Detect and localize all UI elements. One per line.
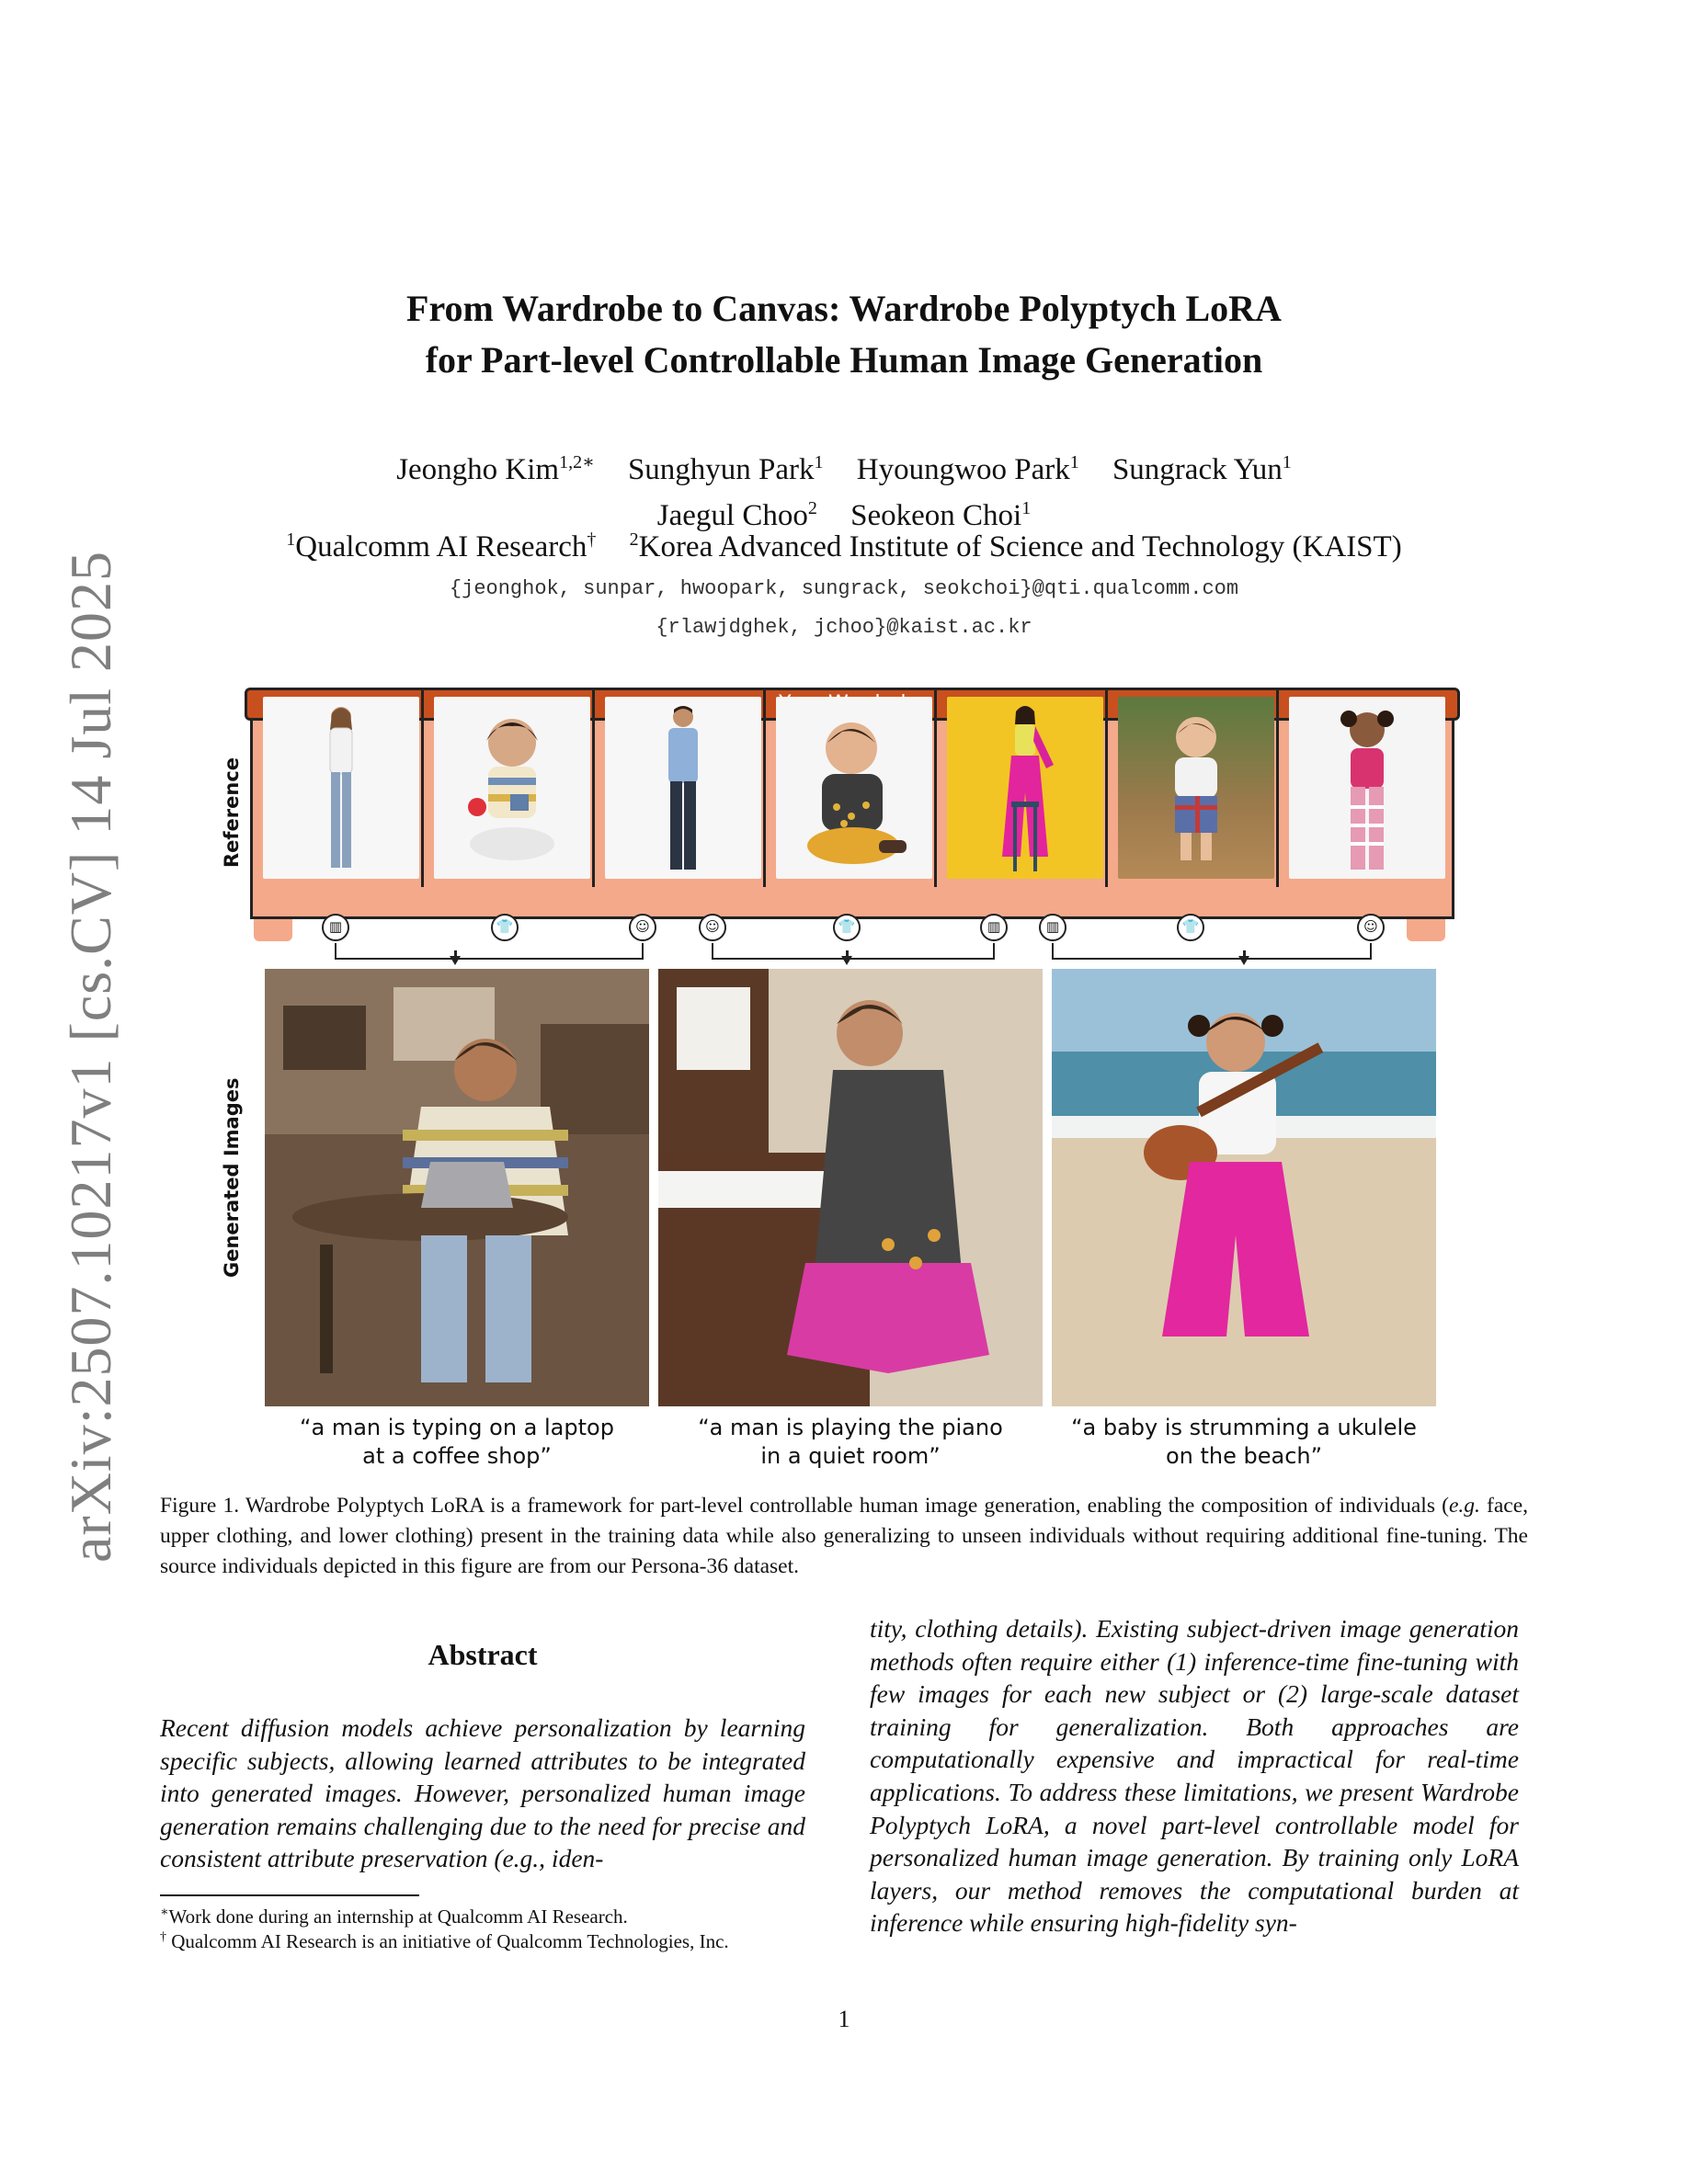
lower-clothing-icon: ▥ [322, 914, 349, 941]
person-figure [794, 715, 914, 871]
affil-sup: 1 [286, 529, 296, 550]
generated-image-piano [658, 969, 1043, 1406]
reference-image-baby-dots [776, 697, 932, 879]
author-name: Sunghyun Park [627, 453, 815, 486]
generated-caption-1 [265, 1414, 649, 1471]
affil-mark: † [587, 529, 597, 550]
wardrobe-foot-left [254, 919, 292, 941]
person-figure [304, 702, 378, 877]
email-line-2: {rlawjdghek, jchoo}@kaist.ac.kr [656, 616, 1032, 639]
upper-clothing-icon: 👕 [833, 914, 861, 941]
footnote-2 [160, 1930, 822, 1953]
author-name: Jaegul Choo [656, 499, 808, 532]
figure-caption-eg: e.g. [1448, 1494, 1480, 1518]
caption-line: “a man is playing the piano [698, 1415, 1003, 1440]
face-icon: ☺ [1357, 914, 1385, 941]
person-figure [646, 702, 720, 877]
author-sup: 1 [814, 452, 824, 472]
person-figure [457, 706, 567, 871]
composition-bracket-3 [1052, 943, 1372, 960]
arrow-down-icon [1238, 956, 1249, 965]
reference-image-woman-casual [263, 697, 419, 879]
beach-scene [1052, 969, 1436, 1406]
paper-title [0, 283, 1688, 386]
teaser-figure [221, 688, 1467, 1478]
face-icon: ☺ [699, 914, 726, 941]
author-sup: 1 [1069, 452, 1079, 472]
generated-image-beach [1052, 969, 1436, 1406]
reference-image-toddler-striped [434, 697, 590, 879]
author-list [0, 443, 1688, 535]
author-name: Hyoungwoo Park [856, 453, 1070, 486]
reference-image-girl-pink [1289, 697, 1445, 879]
affil-sup: 2 [629, 529, 639, 550]
author-sup: 1 [1021, 498, 1032, 518]
figure-caption-label: Figure 1. [160, 1494, 240, 1518]
reference-image-woman-pink [947, 697, 1103, 879]
upper-clothing-icon: 👕 [491, 914, 519, 941]
person-figure [1321, 704, 1413, 877]
author-name: Jeongho Kim [396, 453, 560, 486]
person-figure [1146, 710, 1247, 875]
upper-clothing-icon: 👕 [1177, 914, 1204, 941]
author-sup: 1,2∗ [559, 452, 595, 472]
title-line-2: for Part-level Controllable Human Image Generation [425, 339, 1263, 381]
email-line-1: {jeonghok, sunpar, hwoopark, sungrack, seokchoi}@qti.qualcomm.com [449, 577, 1239, 600]
lower-clothing-icon: ▥ [980, 914, 1008, 941]
generated-caption-3 [1052, 1414, 1436, 1471]
composition-bracket-1 [335, 943, 644, 960]
caption-line: on the beach” [1165, 1443, 1323, 1469]
face-icon: ☺ [629, 914, 656, 941]
abstract-heading: Abstract [428, 1638, 538, 1671]
lower-clothing-icon: ▥ [1039, 914, 1066, 941]
piano-scene [658, 969, 1043, 1406]
affil-name: Korea Advanced Institute of Science and Technology (KAIST) [638, 530, 1402, 563]
caption-line: “a baby is strumming a ukulele [1071, 1415, 1417, 1440]
author-name: Seokeon Choi [850, 499, 1022, 532]
author-sup: 2 [807, 498, 817, 518]
page-number: 1 [838, 2006, 850, 2032]
footnote-text: Work done during an internship at Qualcomm AI Research. [168, 1905, 628, 1928]
generated-caption-2 [658, 1414, 1043, 1471]
affil-name: Qualcomm AI Research [295, 530, 587, 563]
generated-image-coffee-shop [265, 969, 649, 1406]
reference-image-toddler-plaid [1118, 697, 1274, 879]
arxiv-stamp: arXiv:2507.10217v1 [cs.CV] 14 Jul 2025 [58, 550, 123, 1563]
abstract-right-column: tity, clothing details). Existing subject-driven image generation methods often require either (1) inference-time fine-tuning with few images for each new subject or (2) large-scale dataset training for generalization. Both approaches are computationally expensive and impractical for real-time applications. To address these limitations, we present Wardrobe Polyptych LoRA, a novel part-level controllable model for personalized human image generation. By training only LoRA layers, our method removes the computational burden at inference while ensuring high-fidelity syn- [870, 1614, 1519, 1938]
arrow-down-icon [841, 956, 852, 965]
author-name: Sungrack Yun [1112, 453, 1283, 486]
caption-line: at a coffee shop” [362, 1443, 552, 1469]
title-line-1: From Wardrobe to Canvas: Wardrobe Polyptych LoRA [406, 288, 1282, 329]
reference-label: Reference [221, 756, 243, 868]
arrow-down-icon [450, 956, 461, 965]
caption-line: “a man is typing on a laptop [300, 1415, 614, 1440]
abstract-left-column: Recent diffusion models achieve personalization by learning specific subjects, allowing learned attributes to be integrated into generated images. However, personalized human image generation remains challenging due to the need for precise and consistent attribute preservation (e.g., iden- [160, 1713, 805, 1873]
composition-bracket-2 [712, 943, 995, 960]
reference-image-man-shirt [605, 697, 761, 879]
person-figure [975, 700, 1076, 877]
affiliations [0, 529, 1688, 564]
footnote-1 [160, 1905, 822, 1928]
figure-caption-text-b: face, upper clothing, and lower clothing) present in the training data while also generalizing to unseen individuals without requiring additional fine-tuning. The source individuals depicted in this figure are from our Persona-36 dataset. [160, 1494, 1529, 1578]
footnote-rule [160, 1894, 419, 1896]
figure-caption-text-a: Wardrobe Polyptych LoRA is a framework for part-level controllable human image generation, enabling the composition of individuals ( [245, 1494, 1449, 1518]
footnote-mark: † [160, 1930, 166, 1944]
generated-label: Generated Images [221, 1077, 243, 1278]
coffee-shop-scene [265, 969, 649, 1406]
figure-caption [160, 1491, 1528, 1582]
footnote-mark: ∗ [160, 1905, 169, 1919]
caption-line: in a quiet room” [760, 1443, 941, 1469]
footnote-text: Qualcomm AI Research is an initiative of Qualcomm Technologies, Inc. [166, 1930, 729, 1952]
author-sup: 1 [1282, 452, 1292, 472]
wardrobe-foot-right [1407, 919, 1445, 941]
